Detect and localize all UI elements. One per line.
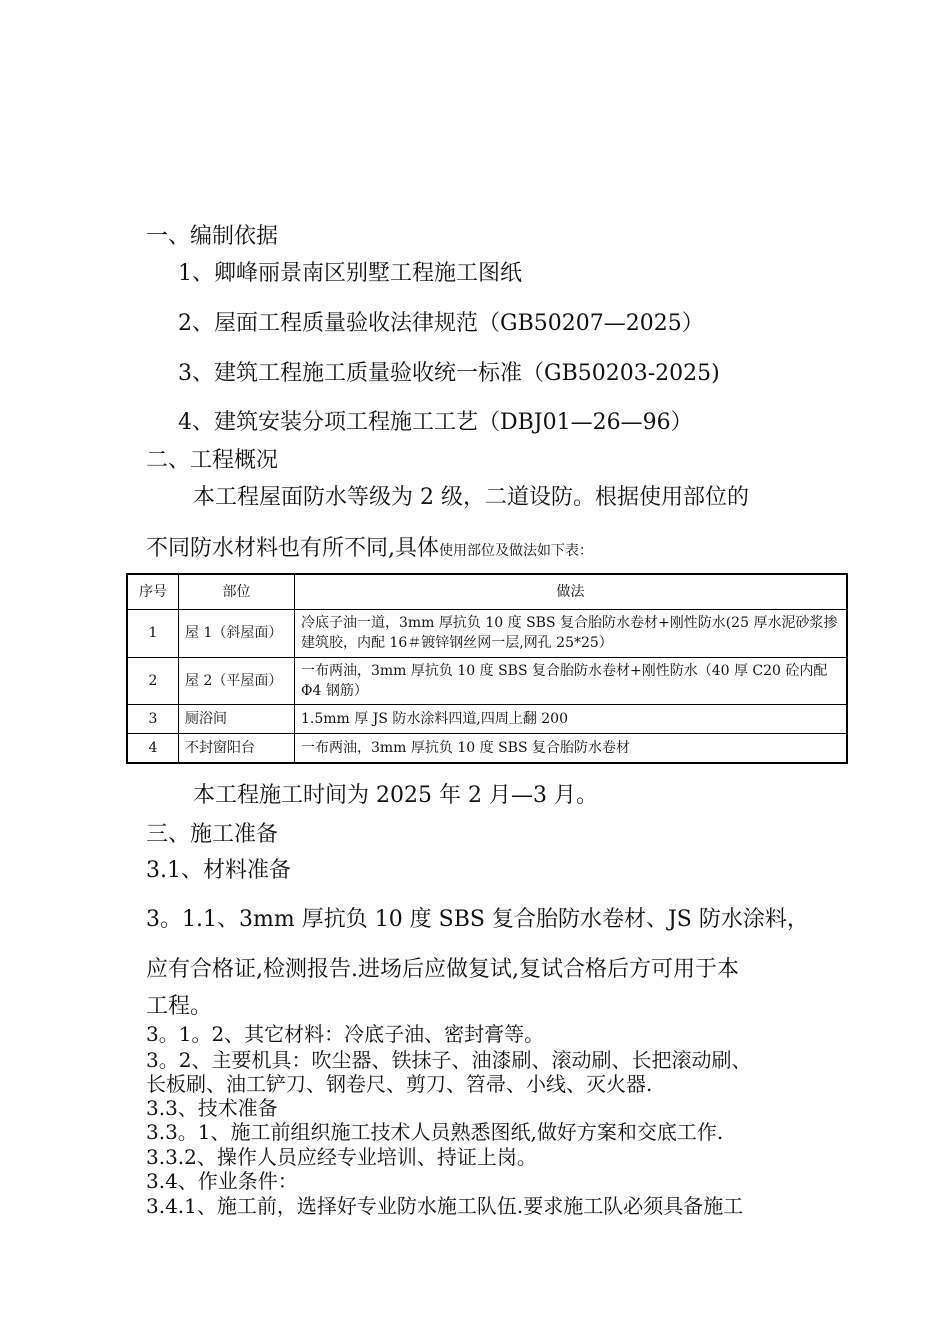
construction-time: 本工程施工时间为 2025 年 2 月—3 月。 bbox=[193, 783, 598, 808]
row-part: 厕浴间 bbox=[179, 705, 295, 734]
work-condition-1: 3.4.1、施工前，选择好专业防水施工队伍.要求施工队必须具备施工 bbox=[146, 1194, 744, 1218]
row-no: 2 bbox=[127, 657, 179, 705]
header-method: 做法 bbox=[295, 574, 848, 610]
header-part: 部位 bbox=[179, 574, 295, 610]
row-method: 冷底子油一道，3mm 厚抗负 10 度 SBS 复合胎防水卷材+刚性防水(25 厚水泥砂浆掺建筑胶，内配 16＃镀锌钢丝网一层,网孔 25*25） bbox=[295, 610, 848, 658]
row-part: 屋 1（斜屋面） bbox=[179, 610, 295, 658]
table-row bbox=[127, 657, 847, 705]
basis-item-2: 2、屋面工程质量验收法律规范（GB50207—2025） bbox=[178, 311, 704, 336]
row-no: 3 bbox=[127, 705, 179, 734]
overview-line-2-main: 不同防水材料也有所不同,具体 bbox=[146, 536, 439, 561]
basis-item-3: 3、建筑工程施工质量验收统一标准（GB50203-2025) bbox=[178, 361, 720, 386]
tech-prep-1: 3.3。1、施工前组织施工技术人员熟悉图纸,做好方案和交底工作. bbox=[146, 1120, 724, 1144]
section-3-title: 三、施工准备 bbox=[146, 822, 279, 847]
table-row bbox=[127, 610, 847, 658]
section-2-title: 二、工程概况 bbox=[146, 448, 279, 473]
tech-prep-2: 3.3.2、操作人员应经专业培训、持证上岗。 bbox=[146, 1145, 537, 1169]
material-line-1: 3。1.1、3mm 厚抗负 10 度 SBS 复合胎防水卷材、JS 防水涂料， bbox=[146, 907, 809, 932]
row-no: 1 bbox=[127, 610, 179, 658]
overview-line-2-small: 使用部位及做法如下表： bbox=[439, 543, 593, 559]
tools-line-2: 长板刷、油工铲刀、钢卷尺、剪刀、笤帚、小线、灭火器. bbox=[146, 1072, 653, 1096]
basis-item-1: 1、卿峰丽景南区别墅工程施工图纸 bbox=[178, 261, 522, 286]
waterproofing-spec-table bbox=[126, 573, 848, 764]
row-part: 不封窗阳台 bbox=[179, 734, 295, 764]
basis-item-4: 4、建筑安装分项工程施工工艺（DBJ01—26—96） bbox=[178, 410, 693, 435]
overview-paragraph-line-1: 本工程屋面防水等级为 2 级，二道设防。根据使用部位的 bbox=[193, 485, 749, 510]
table-row bbox=[127, 734, 847, 764]
other-materials: 3。1。2、其它材料：冷底子油、密封膏等。 bbox=[146, 1022, 545, 1046]
tools-line-1: 3。2、主要机具：吹尘器、铁抹子、油漆刷、滚动刷、长把滚动刷、 bbox=[146, 1048, 752, 1072]
table-header-row bbox=[127, 574, 847, 610]
row-method: 一布两油，3mm 厚抗负 10 度 SBS 复合胎防水卷材 bbox=[295, 734, 848, 764]
row-part: 屋 2（平屋面） bbox=[179, 657, 295, 705]
row-no: 4 bbox=[127, 734, 179, 764]
table-row bbox=[127, 705, 847, 734]
overview-paragraph-line-2 bbox=[146, 536, 593, 562]
header-no: 序号 bbox=[127, 574, 179, 610]
material-line-3: 工程。 bbox=[146, 994, 213, 1019]
row-method: 一布两油，3mm 厚抗负 10 度 SBS 复合胎防水卷材+刚性防水（40 厚 C20 砼内配 Φ4 钢筋） bbox=[295, 657, 848, 705]
row-method: 1.5mm 厚 JS 防水涂料四道,四周上翻 200 bbox=[295, 705, 848, 734]
material-line-2: 应有合格证,检测报告.进场后应做复试,复试合格后方可用于本 bbox=[146, 957, 739, 982]
section-3-1-title: 3.1、材料准备 bbox=[146, 858, 291, 883]
section-3-4-title: 3.4、作业条件： bbox=[146, 1169, 298, 1193]
section-1-title: 一、编制依据 bbox=[146, 224, 279, 249]
section-3-3-title: 3.3、技术准备 bbox=[146, 1096, 278, 1120]
